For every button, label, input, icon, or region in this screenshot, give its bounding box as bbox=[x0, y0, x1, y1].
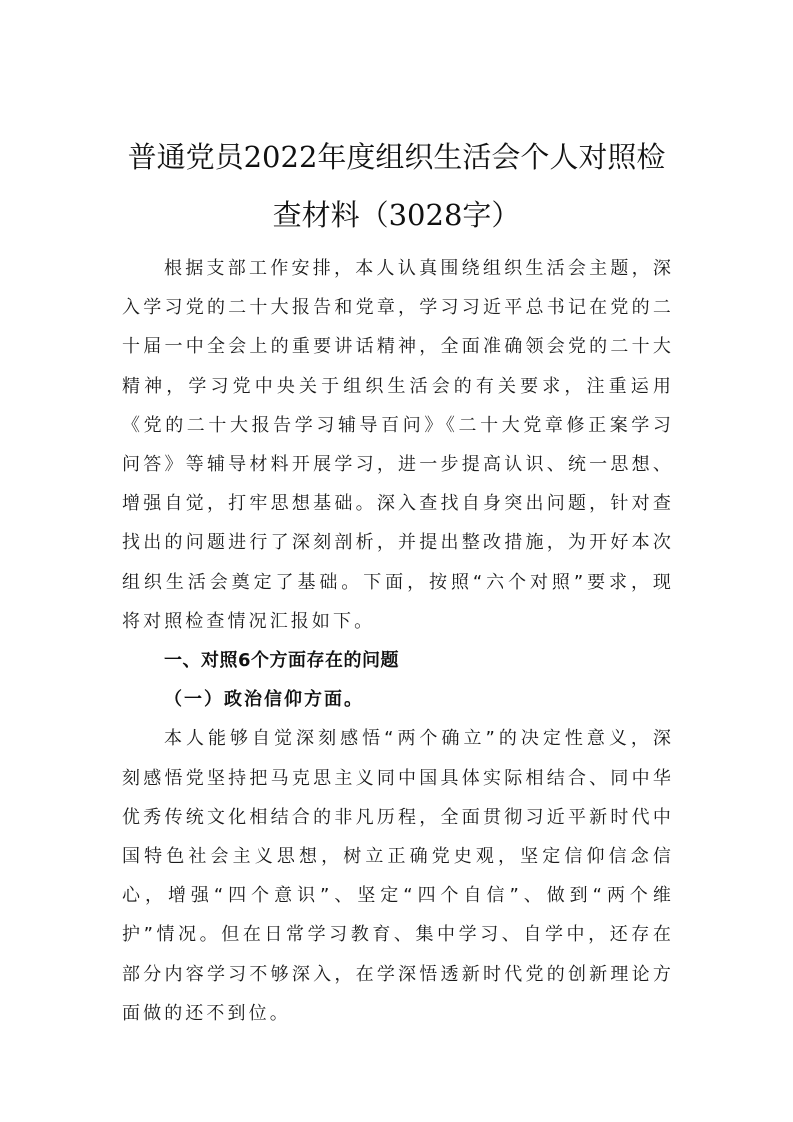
document-body bbox=[122, 249, 674, 1033]
political-belief-paragraph: 本人能够自觉深刻感悟“两个确立”的决定性意义，深刻感悟党坚持把马克思主义同中国具体实际相结合、同中华优秀传统文化相结合的非凡历程，全面贯彻习近平新时代中国特色社会主义思想，树立正确党史观，坚定信仰信念信心，增强“四个意识”、坚定“四个自信”、做到“两个维护”情况。但在日常学习教育、集中学习、自学中，还存在部分内容学习不够深入，在学深悟透新时代党的创新理论方面做的还不到位。 bbox=[122, 728, 674, 1024]
title-line-2: 查材料（3028字） bbox=[272, 198, 521, 232]
section-heading-problems: 一、对照6个方面存在的问题 bbox=[164, 650, 400, 672]
document-title bbox=[110, 128, 683, 244]
subsection-heading-political-belief: （一）政治信仰方面。 bbox=[164, 689, 364, 711]
title-line-1: 普通党员2022年度组织生活会个人对照检 bbox=[127, 140, 666, 174]
intro-paragraph: 根据支部工作安排，本人认真围绕组织生活会主题，深入学习党的二十大报告和党章，学习习近平总书记在党的二十届一中全会上的重要讲话精神，全面准确领会党的二十大精神，学习党中央关于组织生活会的有关要求，注重运用《党的二十大报告学习辅导百问》《二十大党章修正案学习问答》等辅导材料开展学习，进一步提高认识、统一思想、增强自觉，打牢思想基础。深入查找自身突出问题，针对查找出的问题进行了深刻剖析，并提出整改措施，为开好本次组织生活会奠定了基础。下面，按照“六个对照”要求，现将对照检查情况汇报如下。 bbox=[122, 258, 674, 632]
